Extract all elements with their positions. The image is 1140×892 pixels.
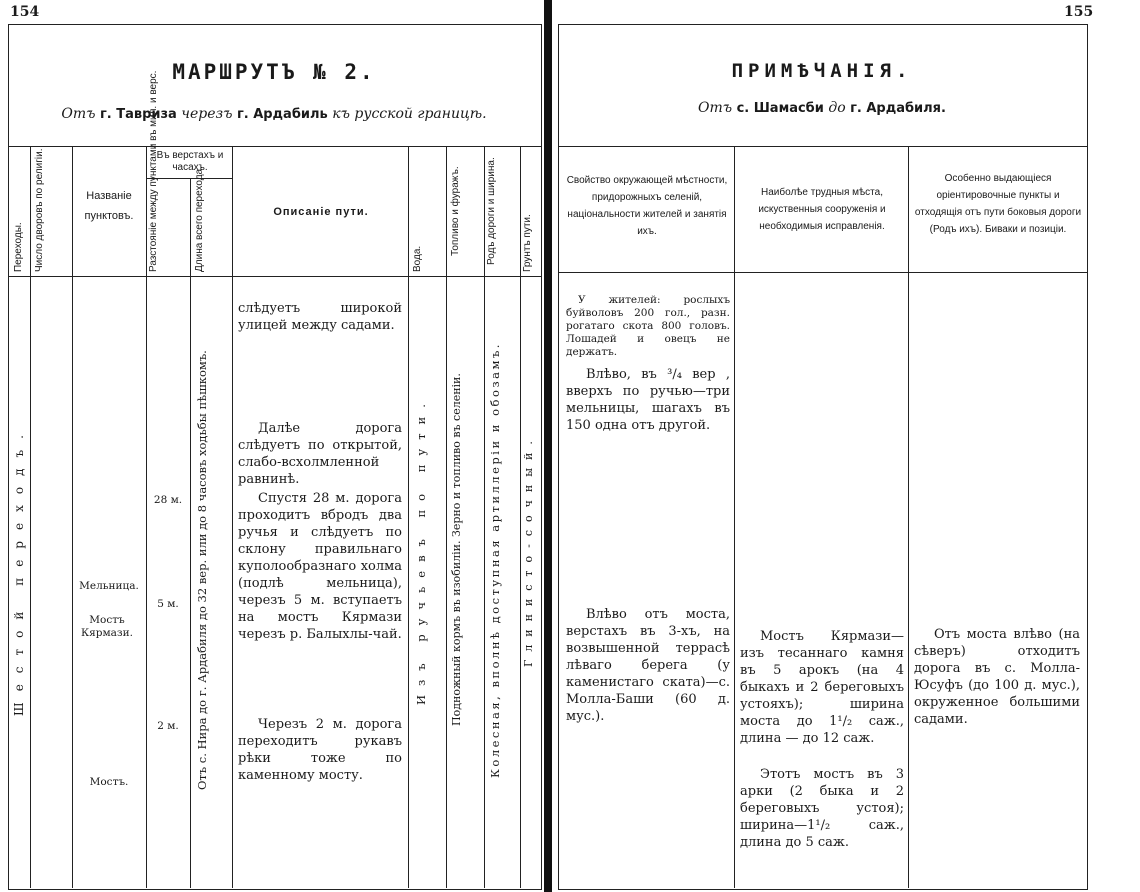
notes-paragraph: Мостъ Кярмази—изъ тесаннаго камня въ 5 арокъ (на 4 быкахъ и 2 береговыхъ устояхъ); ширина моста до 1¹/₂ саж., длина — до 12 саж. [740, 629, 904, 746]
soil-note: Глинисто-сочный. [522, 433, 535, 667]
notes-paragraph: Влѣво отъ моста, верстахъ въ 3-хъ, на возвышенной террасѣ лѣваго берега (у каменистаго ската)—с. Молла-Баши (60 д. мус.). [566, 607, 730, 724]
description-paragraph: Спустя 28 м. дорога проходитъ вбродъ два ручья и слѣдуетъ по склону правильнаго куполообразнаго холма (подлѣ мельница), черезъ 5 м. вступаетъ на мостъ Кярмази черезъ р. Балыхлы-чай. [238, 491, 402, 642]
header-crossing-length: Длина всего перехода. [194, 166, 205, 272]
column-divider [446, 146, 447, 888]
crossing-length-note: Отъ с. Нира до г. Ардабиля до 32 вер. или до 8 часовъ ходьбы пѣшкомъ. [195, 350, 209, 790]
column-divider [734, 146, 735, 888]
column-divider [484, 146, 485, 888]
notes-subtitle: Отъ с. Шамасби до г. Ардабиля. [698, 100, 946, 116]
point-name: Мостъ. [89, 776, 129, 788]
header-distance-between: Разстояніе между пунктами въ мил. и верс. [148, 70, 159, 272]
column-divider [408, 146, 409, 888]
header-water: Вода. [412, 245, 423, 272]
rule [8, 146, 542, 147]
point-name: Мельница. [79, 580, 139, 592]
fuel-fodder-note: Подножный кормъ въ изобиліи. Зерно и топливо въ селеніи. [450, 373, 463, 727]
column-divider [908, 146, 909, 888]
water-note: Изъ ручьевъ по пути. [414, 395, 428, 705]
header-soil: Грунтъ пути. [522, 214, 533, 272]
header-households: Число дворовъ по религіи. [34, 148, 45, 272]
description-paragraph: Далѣе дорога слѣдуетъ по открытой, слабо-всхолмленной равнинѣ. [238, 421, 402, 487]
description-paragraph: Черезъ 2 м. дорога переходитъ рукавъ рѣки тоже по каменному мосту. [238, 717, 402, 783]
notes-paragraph: Этотъ мостъ въ 3 арки (2 быка и 2 береговыхъ устоя); ширина—1¹/₂ саж., длина до 5 саж. [740, 767, 904, 850]
distance-value: 28 м. [153, 494, 183, 506]
route-subtitle: Отъ г. Тавриза черезъ г. Ардабиль къ русской границѣ. [61, 106, 487, 122]
column-divider [146, 146, 147, 888]
column-divider [232, 146, 233, 888]
point-name: Мостъ Кярмази. [81, 614, 133, 639]
rule [558, 146, 1088, 147]
column-divider [72, 146, 73, 888]
book-spine [544, 0, 552, 892]
page-number-left: 154 [10, 4, 40, 20]
notes-header-terrain: Свойство окружающей мѣстности, придорожныхъ селеній, національности жителей и занятія ихъ. [566, 175, 728, 237]
distance-value: 5 м. [157, 598, 179, 610]
header-route-description: Описаніе пути. [273, 206, 369, 218]
column-divider [30, 146, 31, 888]
header-road-kind: Родъ дороги и ширина. [486, 157, 497, 265]
page-number-right: 155 [1064, 4, 1094, 20]
notes-header-landmarks: Особенно выдающіеся оріентировочные пункты и отходящія отъ пути боковыя дороги (Родъ ихъ). Биваки и позиціи. [914, 173, 1082, 235]
header-distance-group: Въ верстахъ и часахъ. [156, 150, 224, 173]
header-fuel-fodder: Топливо и фуражъ. [450, 166, 461, 256]
right-page [558, 24, 1088, 890]
crossing-label: Шестой переходъ. [12, 424, 26, 716]
distance-value: 2 м. [157, 720, 179, 732]
notes-paragraph: Влѣво, въ ³/₄ вер , вверхъ по ручью—три мельницы, шагахъ въ 150 одна отъ другой. [566, 367, 730, 433]
header-crossings: Переходы. [13, 222, 24, 272]
description-paragraph: слѣдуетъ широкой улицей между садами. [238, 301, 402, 333]
rule [558, 272, 1088, 273]
rule [8, 276, 542, 277]
column-divider [520, 146, 521, 888]
road-kind-note: Колесная, вполнѣ доступная артиллеріи и обозамъ. [488, 342, 502, 778]
column-divider [190, 178, 191, 888]
notes-header-difficult: Наиболѣе трудныя мѣста, искуственныя сооруженія и необходимыя исправленія. [758, 187, 886, 232]
header-point-names: Названіе пунктовъ. [84, 190, 134, 222]
notes-title: ПРИМѢЧАНІЯ. [731, 60, 913, 82]
route-title: МАРШРУТЪ № 2. [172, 60, 376, 84]
notes-paragraph: Отъ моста влѣво (на сѣверъ) отходитъ дорога въ с. Молла-Юсуфъ (до 100 д. мус.), окруженное большими садами. [914, 627, 1080, 727]
notes-paragraph: У жителей: рослыхъ буйволовъ 200 гол., разн. рогатаго скота 800 головъ. Лошадей и овецъ не держатъ. [566, 294, 730, 358]
